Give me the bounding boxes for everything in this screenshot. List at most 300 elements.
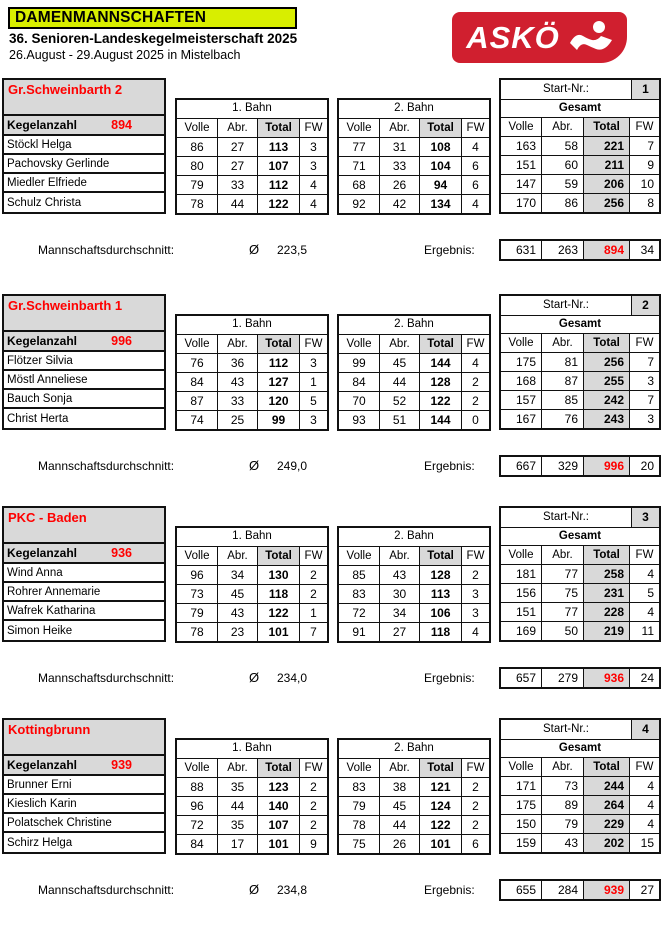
kegelanzahl-label: Kegelanzahl xyxy=(7,334,78,348)
lane2-caption: 2. Bahn xyxy=(394,318,434,330)
cell-abr: 51 xyxy=(379,411,419,429)
gesamt-row xyxy=(501,602,659,621)
kegelanzahl-row xyxy=(4,116,164,136)
cell-volle: 147 xyxy=(515,177,536,191)
header-total: Total xyxy=(257,759,299,777)
cell-abr: 60 xyxy=(541,156,583,174)
cell-total: 112 xyxy=(257,354,299,372)
cell-fw: 2 xyxy=(299,585,327,603)
cell-fw: 2 xyxy=(461,373,489,391)
kegelanzahl-row xyxy=(4,332,164,352)
ergebnis-table xyxy=(499,455,661,477)
cell-abr: 27 xyxy=(379,623,419,641)
cell-total: 104 xyxy=(419,157,461,175)
cell-fw: 1 xyxy=(299,373,327,391)
startnr-value: 1 xyxy=(631,80,659,99)
lane1-caption: 1. Bahn xyxy=(232,102,272,114)
cell-volle: 171 xyxy=(515,779,536,793)
lane2-row xyxy=(339,584,489,603)
header-total: Total xyxy=(583,118,629,136)
cell-total: 108 xyxy=(419,138,461,156)
cell-abr: 44 xyxy=(217,797,257,815)
cell-fw: 4 xyxy=(629,796,659,814)
average-symbol: Ø xyxy=(249,242,260,257)
cell-total: 231 xyxy=(583,584,629,602)
header-fw: FW xyxy=(629,758,659,776)
average-value: 234,8 xyxy=(277,883,308,897)
gesamt-row xyxy=(501,814,659,833)
lane2-row xyxy=(339,410,489,429)
header-fw: FW xyxy=(299,119,327,137)
lane1-table xyxy=(175,738,329,855)
team-tables-row xyxy=(0,294,663,431)
gesamt-table xyxy=(499,506,661,642)
cell-fw: 8 xyxy=(629,194,659,212)
cell-total: 256 xyxy=(583,353,629,371)
header-abr: Abr. xyxy=(541,334,583,352)
player-name: Pachovsky Gerlinde xyxy=(4,155,164,174)
player-name: Rohrer Annemarie xyxy=(4,583,164,602)
cell-fw: 2 xyxy=(461,778,489,796)
header-abr: Abr. xyxy=(379,335,419,353)
lane1-row xyxy=(177,372,327,391)
cell-volle: 85 xyxy=(352,568,366,582)
ergebnis-total: 996 xyxy=(583,457,629,475)
cell-fw: 3 xyxy=(461,604,489,622)
document-title: 36. Senioren-Landeskegelmeisterschaft 2025 xyxy=(9,31,298,46)
team-box xyxy=(2,294,166,430)
cell-total: 229 xyxy=(583,815,629,833)
average-label: Mannschaftsdurchschnitt: xyxy=(38,243,175,257)
lane2-table xyxy=(337,314,491,431)
cell-volle: 73 xyxy=(190,587,204,601)
cell-volle: 83 xyxy=(352,780,366,794)
cell-abr: 73 xyxy=(541,777,583,795)
header-fw: FW xyxy=(461,547,489,565)
lane2-column-headers xyxy=(339,118,489,137)
cell-abr: 86 xyxy=(541,194,583,212)
ergebnis-total: 939 xyxy=(583,881,629,899)
header-abr: Abr. xyxy=(217,547,257,565)
team-block xyxy=(0,294,663,477)
cell-total: 244 xyxy=(583,777,629,795)
lane1-column-headers xyxy=(177,334,327,353)
cell-abr: 50 xyxy=(541,622,583,640)
cell-abr: 33 xyxy=(379,157,419,175)
lane2-row xyxy=(339,777,489,796)
cell-abr: 30 xyxy=(379,585,419,603)
gesamt-table xyxy=(499,78,661,214)
gesamt-caption: Gesamt xyxy=(501,315,659,333)
player-name: Bauch Sonja xyxy=(4,390,164,409)
kegelanzahl-row xyxy=(4,544,164,564)
cell-abr: 52 xyxy=(379,392,419,410)
cell-fw: 4 xyxy=(629,815,659,833)
lane2-table xyxy=(337,526,491,643)
cell-volle: 80 xyxy=(190,159,204,173)
team-block xyxy=(0,718,663,901)
gesamt-row xyxy=(501,352,659,371)
gesamt-column-headers xyxy=(501,545,659,564)
cell-volle: 76 xyxy=(190,356,204,370)
ergebnis-table xyxy=(499,239,661,261)
cell-volle: 170 xyxy=(515,196,536,210)
cell-fw: 2 xyxy=(461,392,489,410)
cell-abr: 77 xyxy=(541,603,583,621)
lane1-table xyxy=(175,98,329,215)
cell-abr: 45 xyxy=(379,354,419,372)
header-fw: FW xyxy=(629,546,659,564)
team-box xyxy=(2,78,166,214)
cell-total: 122 xyxy=(257,195,299,213)
cell-volle: 84 xyxy=(352,375,366,389)
cell-abr: 81 xyxy=(541,353,583,371)
header-total: Total xyxy=(583,546,629,564)
cell-volle: 96 xyxy=(190,799,204,813)
cell-abr: 34 xyxy=(379,604,419,622)
cell-abr: 87 xyxy=(541,372,583,390)
header-total: Total xyxy=(419,335,461,353)
lane1-row xyxy=(177,391,327,410)
lane1-row xyxy=(177,584,327,603)
ergebnis-label: Ergebnis: xyxy=(424,243,475,257)
cell-total: 106 xyxy=(419,604,461,622)
cell-volle: 159 xyxy=(515,836,536,850)
header-fw: FW xyxy=(299,335,327,353)
team-box xyxy=(2,506,166,642)
gesamt-row xyxy=(501,776,659,795)
cell-abr: 27 xyxy=(217,138,257,156)
player-name: Möstl Anneliese xyxy=(4,371,164,390)
cell-total: 221 xyxy=(583,137,629,155)
cell-total: 144 xyxy=(419,411,461,429)
cell-fw: 4 xyxy=(629,565,659,583)
cell-abr: 79 xyxy=(541,815,583,833)
gesamt-caption: Gesamt xyxy=(501,527,659,545)
cell-volle: 163 xyxy=(515,139,536,153)
cell-abr: 85 xyxy=(541,391,583,409)
document-subtitle: 26.August - 29.August 2025 in Mistelbach xyxy=(9,48,241,62)
askoe-logo xyxy=(452,12,627,63)
cell-abr: 17 xyxy=(217,835,257,853)
cell-fw: 2 xyxy=(299,816,327,834)
ergebnis-volle: 631 xyxy=(515,243,536,257)
cell-total: 120 xyxy=(257,392,299,410)
cell-volle: 175 xyxy=(515,355,536,369)
team-tables-row xyxy=(0,718,663,855)
cell-volle: 169 xyxy=(515,624,536,638)
cell-volle: 175 xyxy=(515,798,536,812)
header-total: Total xyxy=(257,335,299,353)
player-name: Wind Anna xyxy=(4,564,164,583)
header-volle: Volle xyxy=(184,550,210,562)
ergebnis-total: 936 xyxy=(583,669,629,687)
gesamt-table xyxy=(499,294,661,430)
cell-fw: 2 xyxy=(299,797,327,815)
gesamt-column-headers xyxy=(501,333,659,352)
cell-fw: 4 xyxy=(629,777,659,795)
gesamt-row xyxy=(501,409,659,428)
ergebnis-label: Ergebnis: xyxy=(424,883,475,897)
header-total: Total xyxy=(583,334,629,352)
cell-total: 94 xyxy=(419,176,461,194)
team-tables-row xyxy=(0,78,663,215)
cell-total: 101 xyxy=(257,623,299,641)
header-abr: Abr. xyxy=(541,546,583,564)
cell-total: 101 xyxy=(419,835,461,853)
average-value: 234,0 xyxy=(277,671,308,685)
header-volle: Volle xyxy=(508,121,534,133)
cell-fw: 9 xyxy=(299,835,327,853)
cell-total: 107 xyxy=(257,816,299,834)
ergebnis-volle: 667 xyxy=(515,459,536,473)
header-volle: Volle xyxy=(508,549,534,561)
cell-total: 122 xyxy=(257,604,299,622)
ergebnis-label: Ergebnis: xyxy=(424,459,475,473)
ergebnis-table xyxy=(499,667,661,689)
cell-fw: 4 xyxy=(299,195,327,213)
cell-total: 124 xyxy=(419,797,461,815)
lane2-row xyxy=(339,353,489,372)
gesamt-caption: Gesamt xyxy=(501,99,659,117)
player-name: Flötzer Silvia xyxy=(4,352,164,371)
lane2-row xyxy=(339,796,489,815)
cell-abr: 43 xyxy=(217,373,257,391)
ergebnis-abr: 329 xyxy=(541,457,583,475)
lane2-column-headers xyxy=(339,758,489,777)
startnr-value: 4 xyxy=(631,720,659,739)
lane1-row xyxy=(177,156,327,175)
cell-abr: 27 xyxy=(217,157,257,175)
lane2-row xyxy=(339,603,489,622)
header-fw: FW xyxy=(629,118,659,136)
lane1-row xyxy=(177,175,327,194)
cell-fw: 3 xyxy=(461,585,489,603)
cell-fw: 4 xyxy=(461,195,489,213)
cell-fw: 2 xyxy=(299,778,327,796)
cell-abr: 25 xyxy=(217,411,257,429)
cell-total: 206 xyxy=(583,175,629,193)
gesamt-row xyxy=(501,621,659,640)
cell-total: 256 xyxy=(583,194,629,212)
cell-abr: 43 xyxy=(217,604,257,622)
gesamt-row xyxy=(501,795,659,814)
header-volle: Volle xyxy=(184,338,210,350)
cell-total: 258 xyxy=(583,565,629,583)
ergebnis-abr: 279 xyxy=(541,669,583,687)
cell-abr: 77 xyxy=(541,565,583,583)
cell-volle: 78 xyxy=(190,625,204,639)
cell-total: 219 xyxy=(583,622,629,640)
cell-abr: 58 xyxy=(541,137,583,155)
cell-abr: 76 xyxy=(541,410,583,428)
cell-volle: 72 xyxy=(190,818,204,832)
player-name: Schirz Helga xyxy=(7,836,73,849)
header-volle: Volle xyxy=(346,122,372,134)
cell-fw: 4 xyxy=(629,603,659,621)
cell-total: 101 xyxy=(257,835,299,853)
lane1-row xyxy=(177,565,327,584)
team-name: Gr.Schweinbarth 1 xyxy=(4,296,164,332)
cell-abr: 33 xyxy=(217,392,257,410)
cell-fw: 6 xyxy=(461,157,489,175)
header-abr: Abr. xyxy=(217,335,257,353)
cell-abr: 44 xyxy=(379,816,419,834)
cell-volle: 79 xyxy=(352,799,366,813)
header-total: Total xyxy=(583,758,629,776)
cell-fw: 0 xyxy=(461,411,489,429)
cell-total: 264 xyxy=(583,796,629,814)
gesamt-row xyxy=(501,564,659,583)
lane2-row xyxy=(339,372,489,391)
cell-volle: 92 xyxy=(352,197,366,211)
cell-total: 127 xyxy=(257,373,299,391)
player-name: Simon Heike xyxy=(7,624,73,637)
lane1-column-headers xyxy=(177,118,327,137)
lane2-row xyxy=(339,622,489,641)
cell-fw: 7 xyxy=(629,391,659,409)
header-abr: Abr. xyxy=(217,759,257,777)
lane2-row xyxy=(339,156,489,175)
cell-total: 122 xyxy=(419,816,461,834)
header-fw: FW xyxy=(461,119,489,137)
lane1-caption: 1. Bahn xyxy=(232,318,272,330)
player-name: Kieslich Karin xyxy=(4,795,164,814)
cell-fw: 1 xyxy=(299,604,327,622)
lane2-row xyxy=(339,137,489,156)
cell-volle: 78 xyxy=(190,197,204,211)
cell-abr: 26 xyxy=(379,835,419,853)
startnr-label: Start-Nr.: xyxy=(542,723,589,735)
average-label: Mannschaftsdurchschnitt: xyxy=(38,671,175,685)
cell-volle: 77 xyxy=(352,140,366,154)
player-name: Polatschek Christine xyxy=(4,814,164,833)
average-symbol: Ø xyxy=(249,670,260,685)
cell-abr: 35 xyxy=(217,816,257,834)
header-fw: FW xyxy=(299,547,327,565)
player-name: Brunner Erni xyxy=(4,776,164,795)
kegelanzahl-row xyxy=(4,756,164,776)
lane2-row xyxy=(339,834,489,853)
header-total: Total xyxy=(419,547,461,565)
cell-fw: 4 xyxy=(461,623,489,641)
lane2-caption: 2. Bahn xyxy=(394,102,434,114)
lane2-table xyxy=(337,738,491,855)
kegelanzahl-label: Kegelanzahl xyxy=(7,758,78,772)
cell-abr: 31 xyxy=(379,138,419,156)
cell-abr: 26 xyxy=(379,176,419,194)
cell-total: 128 xyxy=(419,373,461,391)
cell-volle: 181 xyxy=(515,567,536,581)
header-abr: Abr. xyxy=(379,759,419,777)
ergebnis-table xyxy=(499,879,661,901)
category-banner: DAMENMANNSCHAFTEN xyxy=(8,7,297,29)
cell-fw: 3 xyxy=(299,157,327,175)
ergebnis-volle: 657 xyxy=(515,671,536,685)
runner-icon xyxy=(569,19,613,57)
cell-total: 107 xyxy=(257,157,299,175)
cell-fw: 2 xyxy=(299,566,327,584)
lane1-column-headers xyxy=(177,546,327,565)
cell-abr: 75 xyxy=(541,584,583,602)
player-name: Stöckl Helga xyxy=(4,136,164,155)
team-summary-row xyxy=(0,239,663,261)
cell-volle: 68 xyxy=(352,178,366,192)
cell-total: 130 xyxy=(257,566,299,584)
cell-fw: 3 xyxy=(629,410,659,428)
cell-volle: 91 xyxy=(352,625,366,639)
lane2-row xyxy=(339,175,489,194)
cell-total: 121 xyxy=(419,778,461,796)
header-abr: Abr. xyxy=(541,758,583,776)
startnr-label: Start-Nr.: xyxy=(542,299,589,311)
cell-abr: 33 xyxy=(217,176,257,194)
cell-volle: 88 xyxy=(190,780,204,794)
kegelanzahl-label: Kegelanzahl xyxy=(7,118,78,132)
cell-abr: 89 xyxy=(541,796,583,814)
cell-abr: 34 xyxy=(217,566,257,584)
lane2-row xyxy=(339,815,489,834)
lane1-row xyxy=(177,137,327,156)
lane1-caption: 1. Bahn xyxy=(232,530,272,542)
team-summary-row xyxy=(0,667,663,689)
startnr-value: 2 xyxy=(631,296,659,315)
player-name: Wafrek Katharina xyxy=(4,602,164,621)
cell-abr: 45 xyxy=(379,797,419,815)
cell-abr: 59 xyxy=(541,175,583,193)
gesamt-row xyxy=(501,371,659,390)
cell-volle: 72 xyxy=(352,606,366,620)
team-summary-row xyxy=(0,455,663,477)
kegelanzahl-value: 894 xyxy=(111,118,132,132)
team-summary-row xyxy=(0,879,663,901)
lane1-row xyxy=(177,815,327,834)
cell-total: 118 xyxy=(419,623,461,641)
lane1-row xyxy=(177,796,327,815)
lane1-column-headers xyxy=(177,758,327,777)
startnr-row xyxy=(501,508,659,527)
player-name: Miedler Elfriede xyxy=(4,174,164,193)
header-volle: Volle xyxy=(508,761,534,773)
askoe-logo-text: ASKÖ xyxy=(466,19,560,55)
gesamt-row xyxy=(501,833,659,852)
startnr-row xyxy=(501,720,659,739)
startnr-row xyxy=(501,296,659,315)
team-name: Gr.Schweinbarth 2 xyxy=(4,80,164,116)
cell-volle: 93 xyxy=(352,413,366,427)
cell-abr: 35 xyxy=(217,778,257,796)
cell-fw: 4 xyxy=(461,138,489,156)
header-total: Total xyxy=(257,547,299,565)
cell-abr: 42 xyxy=(379,195,419,213)
cell-fw: 2 xyxy=(461,816,489,834)
lane1-caption: 1. Bahn xyxy=(232,742,272,754)
cell-total: 255 xyxy=(583,372,629,390)
gesamt-column-headers xyxy=(501,757,659,776)
cell-fw: 3 xyxy=(299,411,327,429)
gesamt-row xyxy=(501,583,659,602)
startnr-value: 3 xyxy=(631,508,659,527)
ergebnis-fw: 34 xyxy=(629,241,659,259)
gesamt-row xyxy=(501,390,659,409)
cell-total: 123 xyxy=(257,778,299,796)
cell-volle: 96 xyxy=(190,568,204,582)
team-tables-row xyxy=(0,506,663,643)
cell-fw: 7 xyxy=(629,353,659,371)
cell-volle: 150 xyxy=(515,817,536,831)
header-fw: FW xyxy=(629,334,659,352)
ergebnis-abr: 284 xyxy=(541,881,583,899)
